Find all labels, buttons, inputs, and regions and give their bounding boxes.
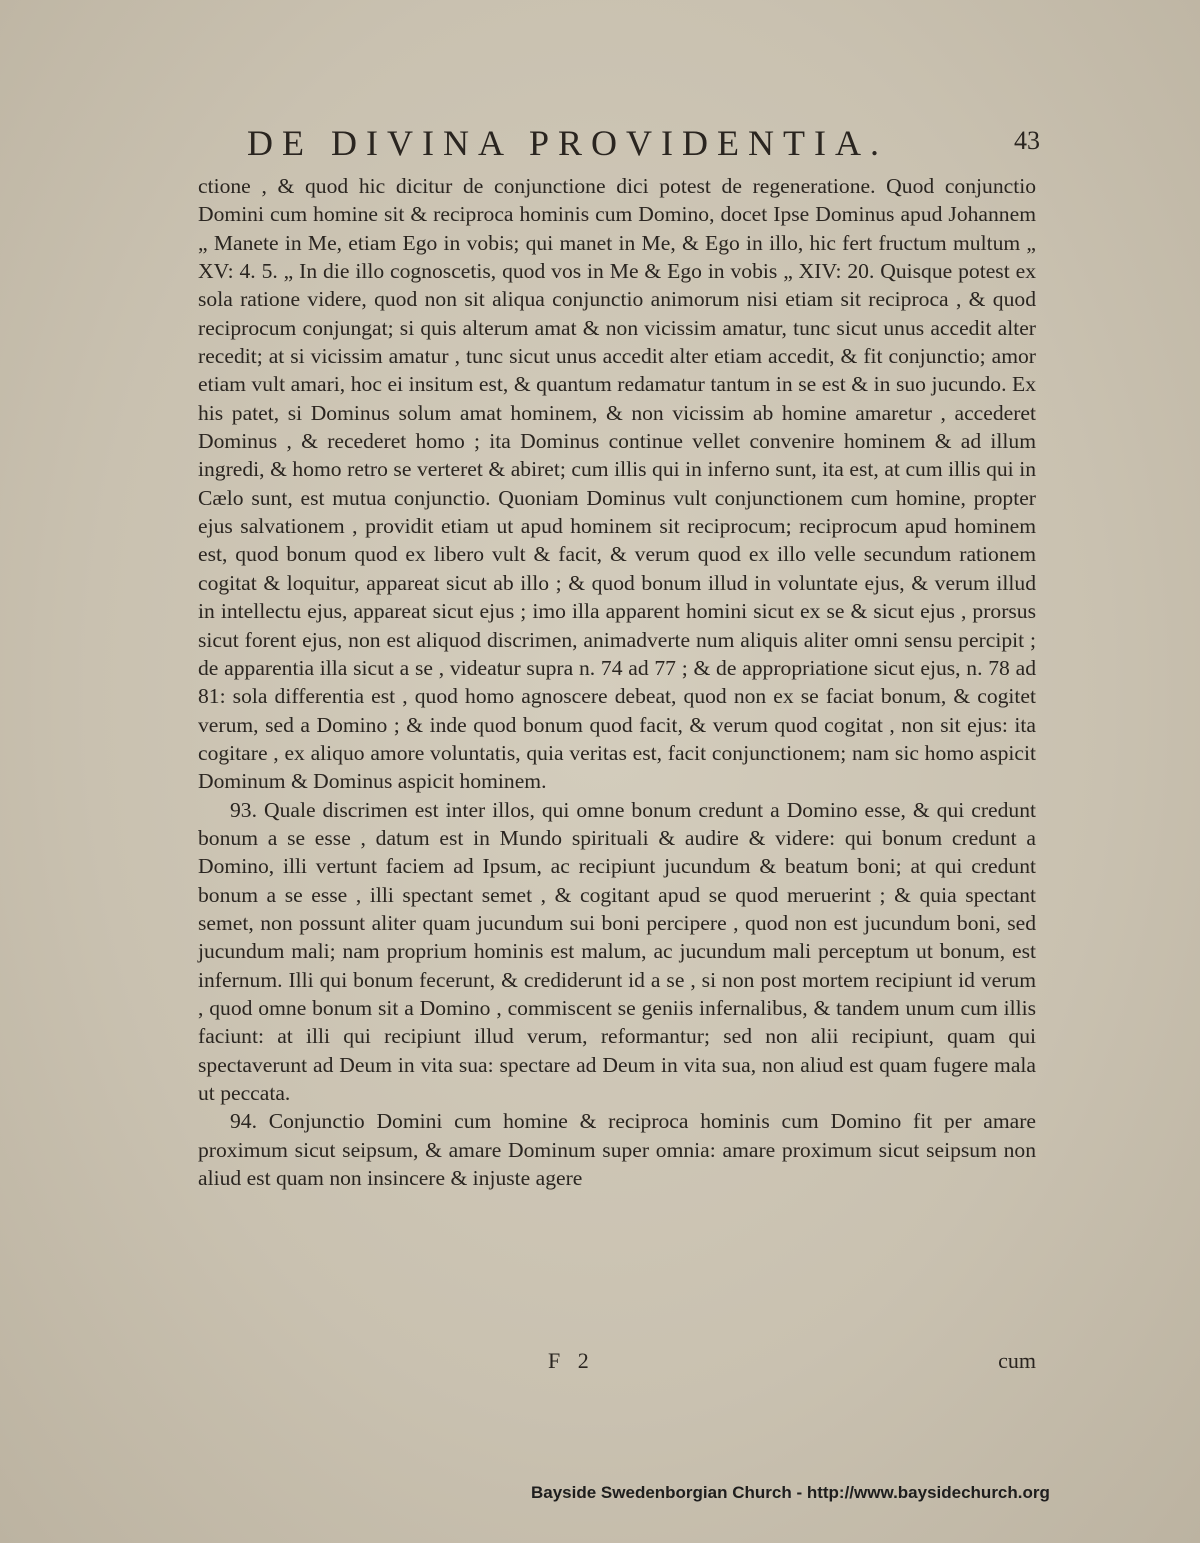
running-title: DE DIVINA PROVIDENTIA. bbox=[247, 123, 888, 163]
page-number: 43 bbox=[1014, 126, 1040, 155]
watermark-credit: Bayside Swedenborgian Church - http://www.baysidechurch.org bbox=[531, 1483, 1050, 1502]
paragraph-94: 94. Conjunctio Domini cum homine & reciproca hominis cum Domino fit per amare proximum sicut seipsum, & amare Dominum super omnia: amare proximum sicut seipsum non aliud est quam non insincere & injuste agere bbox=[198, 1109, 1036, 1191]
body-text bbox=[198, 172, 1036, 1192]
signature-mark: F 2 bbox=[548, 1348, 595, 1373]
running-header bbox=[205, 122, 1040, 172]
paragraph-93: 93. Quale discrimen est inter illos, qui omne bonum credunt a Domino esse, & qui credunt bonum a se esse , datum est in Mundo spirituali & audire & videre: qui bonum credunt a Domino, illi vertunt faciem ad Ipsum, ac recipiunt jucundum & beatum boni; at qui credunt bonum a se esse , illi spectant semet , & cogitant apud se quod meruerint ; & quia spectant semet, non possunt aliter quam jucundum sui boni percipere , quod non est jucundum boni, sed jucundum mali; nam proprium hominis est malum, ac jucundum mali perceptum ut bonum, est infernum. Illi qui bonum fecerunt, & crediderunt id a se , si non post mortem recipiunt id verum , quod omne bonum sit a Domino , commiscent se geniis infernalibus, & tandem unum cum illis faciunt: at illi qui recipiunt illud verum, reformantur; sed non alii recipiunt, quam qui spectaverunt ad Deum in vita sua: spectare ad Deum in vita sua, non aliud est quam fugere mala ut peccata. bbox=[198, 797, 1036, 1105]
catchword: cum bbox=[998, 1348, 1036, 1373]
paragraph-continuation: ctione , & quod hic dicitur de conjunctione dici potest de regeneratione. Quod conjunctio Domini cum homine sit & reciproca hominis cum Domino, docet Ipse Dominus apud Johannem „ Manete in Me, etiam Ego in vobis; qui manet in Me, & Ego in illo, hic fert fructum multum „ XV: 4. 5. „ In die illo cognoscetis, quod vos in Me & Ego in vobis „ XIV: 20. Quisque potest ex sola ratione videre, quod non sit aliqua conjunctio animorum nisi etiam sit reciproca , & quod reciprocum conjungat; si quis alterum amat & non vicissim amatur, tunc sicut unus accedit alter recedit; at si vicissim amatur , tunc sicut unus accedit alter etiam accedit, & fit conjunctio; amor etiam vult amari, hoc ei insitum est, & quantum redamatur tantum in se est & in suo jucundo. Ex his patet, si Dominus solum amat hominem, & non vicissim ab homine amaretur , accederet Dominus , & recederet homo ; ita Dominus continue vellet convenire hominem & ad illum ingredi, & homo retro se verteret & abiret; cum illis qui in inferno sunt, ita est, at cum illis qui in Cælo sunt, est mutua conjunctio. Quoniam Dominus vult conjunctionem cum homine, propter ejus salvationem , providit etiam ut apud hominem sit reciprocum; reciprocum apud hominem est, quod bonum quod ex libero vult & facit, & verum quod ex illo velle secundum rationem cogitat & loquitur, appareat sicut ab illo ; & quod bonum illud in voluntate ejus, & verum illud in intellectu ejus, appareat sicut ejus ; imo illa apparent homini sicut ex se & sicut ejus , prorsus sicut forent ejus, non est aliquod discrimen, animadverte num aliquis aliter omni sensu percipit ; de apparentia illa sicut a se , videatur supra n. 74 ad 77 ; & de appropriatione sicut ejus, n. 78 ad 81: sola differentia est , quod homo agnoscere debeat, quod non ex se faciat bonum, & cogitet verum, sed a Domino ; & inde quod bonum quod facit, & verum quod cogitat , non sit ejus: ita cogitare , ex aliquo amore voluntatis, quia veritas est, facit conjunctionem; nam sic homo aspicit Dominum & Dominus aspicit hominem. bbox=[198, 174, 1036, 794]
page-footer bbox=[198, 1348, 1036, 1378]
